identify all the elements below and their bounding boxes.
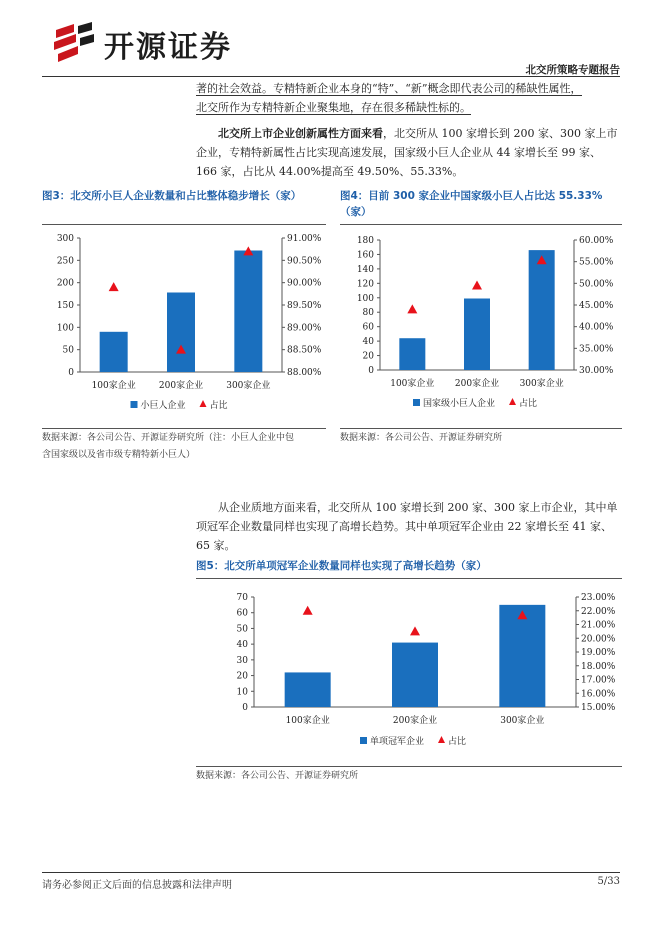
- innovation-line-3: 166 家，占比从 44.00%提高至 49.50%、55.33%。: [196, 165, 464, 178]
- category-label: 300家企业: [519, 379, 564, 389]
- legend-bar-swatch: [360, 737, 367, 744]
- innovation-line-2: 企业，专精特新属性占比实现高速发展，国家级小巨人企业从 44 家增长至 99 家、: [196, 146, 601, 159]
- y-tick-label: 50: [236, 624, 248, 635]
- footer-disclaimer: 请务必参阅正文后面的信息披露和法律声明: [42, 880, 232, 891]
- y2-tick-label: 19.00%: [581, 648, 616, 658]
- bar: [392, 643, 438, 707]
- y-tick-label: 140: [356, 264, 374, 275]
- innovation-line-1: ，北交所从 100 家增长到 200 家、300 家上市: [383, 127, 618, 140]
- intro-paragraph: [196, 79, 622, 117]
- y-tick-label: 40: [236, 640, 248, 651]
- quality-paragraph: [196, 498, 622, 555]
- legend-bar-label: 单项冠军企业: [370, 737, 425, 747]
- legend-marker-label: 占比: [448, 737, 467, 747]
- y-tick-label: 60: [236, 608, 248, 619]
- y-tick-label: 120: [356, 279, 374, 290]
- legend-marker-swatch: [438, 736, 445, 743]
- y-tick-label: 60: [362, 322, 374, 333]
- category-label: 200家企业: [158, 381, 204, 391]
- fig3-bottom-divider: [42, 428, 326, 429]
- fig3-top-divider: [42, 224, 326, 225]
- y2-tick-label: 23.00%: [581, 593, 616, 603]
- quality-line-2: 项冠军企业数量同样也实现了高增长趋势。其中单项冠军企业由 22 家增长至 41 家、: [196, 520, 612, 533]
- y2-tick-label: 88.00%: [287, 368, 322, 378]
- y-tick-label: 0: [242, 703, 248, 713]
- fig5-bottom-divider: [196, 766, 622, 767]
- y-tick-label: 30: [236, 655, 248, 666]
- category-label: 200家企业: [392, 716, 438, 726]
- fig4-title-line-1: 图4：目前 300 家企业中国家级小巨人占比达 55.33%: [340, 190, 603, 202]
- fig5-title: 图5：北交所单项冠军企业数量同样也实现了高增长趋势（家）: [196, 560, 487, 572]
- y-tick-label: 80: [362, 308, 374, 319]
- y-tick-label: 20: [362, 351, 374, 362]
- fig4-top-divider: [340, 224, 622, 225]
- legend-marker-label: 占比: [519, 399, 538, 409]
- y-tick-label: 10: [236, 687, 248, 698]
- category-label: 200家企业: [454, 379, 500, 389]
- y2-tick-label: 90.50%: [287, 256, 322, 267]
- y2-tick-label: 18.00%: [581, 661, 616, 672]
- intro-line-1: 著的社会效益。专精特新企业本身的“特”、“新”概念即代表公司的稀缺性属性，: [196, 82, 582, 95]
- y2-tick-label: 45.00%: [579, 301, 614, 311]
- category-label: 300家企业: [226, 381, 271, 391]
- fig4-source: 数据来源：各公司公告、开源证券研究所: [340, 433, 503, 443]
- y-tick-label: 70: [236, 593, 248, 603]
- marker-triangle: [303, 606, 313, 615]
- y2-tick-label: 50.00%: [579, 279, 614, 290]
- fig4-bottom-divider: [340, 428, 622, 429]
- y2-tick-label: 40.00%: [579, 322, 614, 333]
- bar: [499, 605, 545, 707]
- innovation-paragraph: [196, 124, 622, 181]
- y-tick-label: 180: [356, 236, 374, 246]
- page-number: 5/33: [597, 876, 620, 887]
- intro-line-2: 北交所作为专精特新企业聚集地，存在很多稀缺性标的。: [196, 101, 471, 114]
- bar: [464, 299, 490, 371]
- y-tick-label: 40: [362, 337, 374, 348]
- marker-triangle: [407, 304, 417, 313]
- bar: [399, 338, 425, 370]
- fig3-source-line-1: 数据来源：各公司公告、开源证券研究所（注：小巨人企业中包: [42, 433, 295, 443]
- report-type: 北交所策略专题报告: [525, 64, 620, 76]
- marker-triangle: [472, 281, 482, 290]
- quality-line-1: 从企业质地方面来看，北交所从 100 家增长到 200 家、300 家上市企业，其中单: [218, 501, 618, 514]
- y2-tick-label: 21.00%: [581, 620, 616, 631]
- legend-marker-label: 占比: [209, 401, 228, 411]
- footer-divider: [42, 872, 620, 873]
- bar: [167, 292, 195, 372]
- y2-tick-label: 89.00%: [287, 323, 322, 334]
- logo-mark-icon: [52, 22, 96, 62]
- fig3-title: 图3：北交所小巨人企业数量和占比整体稳步增长（家）: [42, 190, 302, 202]
- y2-tick-label: 30.00%: [579, 366, 614, 376]
- fig5-top-divider: [196, 578, 622, 579]
- y2-tick-label: 15.00%: [581, 703, 616, 713]
- quality-line-3: 65 家。: [196, 539, 236, 552]
- fig4-title: [340, 188, 622, 220]
- y2-tick-label: 22.00%: [581, 606, 616, 617]
- y-tick-label: 250: [56, 256, 74, 267]
- y2-tick-label: 88.50%: [287, 345, 322, 356]
- y-tick-label: 150: [56, 301, 74, 311]
- category-label: 100家企业: [390, 379, 435, 389]
- legend-bar-label: 国家级小巨人企业: [423, 399, 496, 409]
- bar: [285, 672, 331, 707]
- bar: [529, 250, 555, 370]
- fig4-chart: [340, 228, 622, 426]
- y2-tick-label: 35.00%: [579, 344, 614, 355]
- y2-tick-label: 20.00%: [581, 634, 616, 645]
- y2-tick-label: 91.00%: [287, 234, 322, 244]
- y-tick-label: 0: [68, 368, 74, 378]
- y-tick-label: 20: [236, 671, 248, 682]
- fig5-source: 数据来源：各公司公告、开源证券研究所: [196, 771, 359, 781]
- legend-marker-swatch: [200, 400, 207, 407]
- innovation-lead: 北交所上市企业创新属性方面来看: [218, 127, 383, 140]
- fig3-source-line-2: 含国家级以及省市级专精特新小巨人）: [42, 450, 196, 460]
- y-tick-label: 50: [62, 345, 74, 356]
- y2-tick-label: 16.00%: [581, 689, 616, 700]
- category-label: 100家企业: [91, 381, 136, 391]
- marker-triangle: [109, 282, 119, 291]
- category-label: 300家企业: [500, 716, 545, 726]
- y-tick-label: 100: [356, 293, 374, 304]
- y-tick-label: 300: [56, 234, 74, 244]
- legend-bar-swatch: [413, 399, 420, 406]
- legend-marker-swatch: [509, 398, 516, 405]
- bar: [234, 251, 262, 372]
- fig5-chart: [196, 583, 622, 763]
- y-tick-label: 100: [56, 323, 74, 334]
- bar: [100, 332, 128, 372]
- legend-bar-label: 小巨人企业: [140, 401, 186, 411]
- fig3-source: [42, 430, 326, 464]
- y-tick-label: 0: [368, 366, 374, 376]
- fig4-title-line-2: （家）: [340, 206, 372, 218]
- category-label: 100家企业: [285, 716, 330, 726]
- y-tick-label: 160: [356, 250, 374, 261]
- y2-tick-label: 17.00%: [581, 675, 616, 686]
- logo-text: 开源证券: [104, 30, 232, 65]
- header-divider: [42, 76, 620, 77]
- y2-tick-label: 90.00%: [287, 278, 322, 289]
- y2-tick-label: 60.00%: [579, 236, 614, 246]
- legend-bar-swatch: [131, 401, 138, 408]
- y-tick-label: 200: [56, 278, 74, 289]
- marker-triangle: [410, 626, 420, 635]
- y2-tick-label: 89.50%: [287, 301, 322, 311]
- fig3-chart: [42, 228, 326, 426]
- y2-tick-label: 55.00%: [579, 257, 614, 268]
